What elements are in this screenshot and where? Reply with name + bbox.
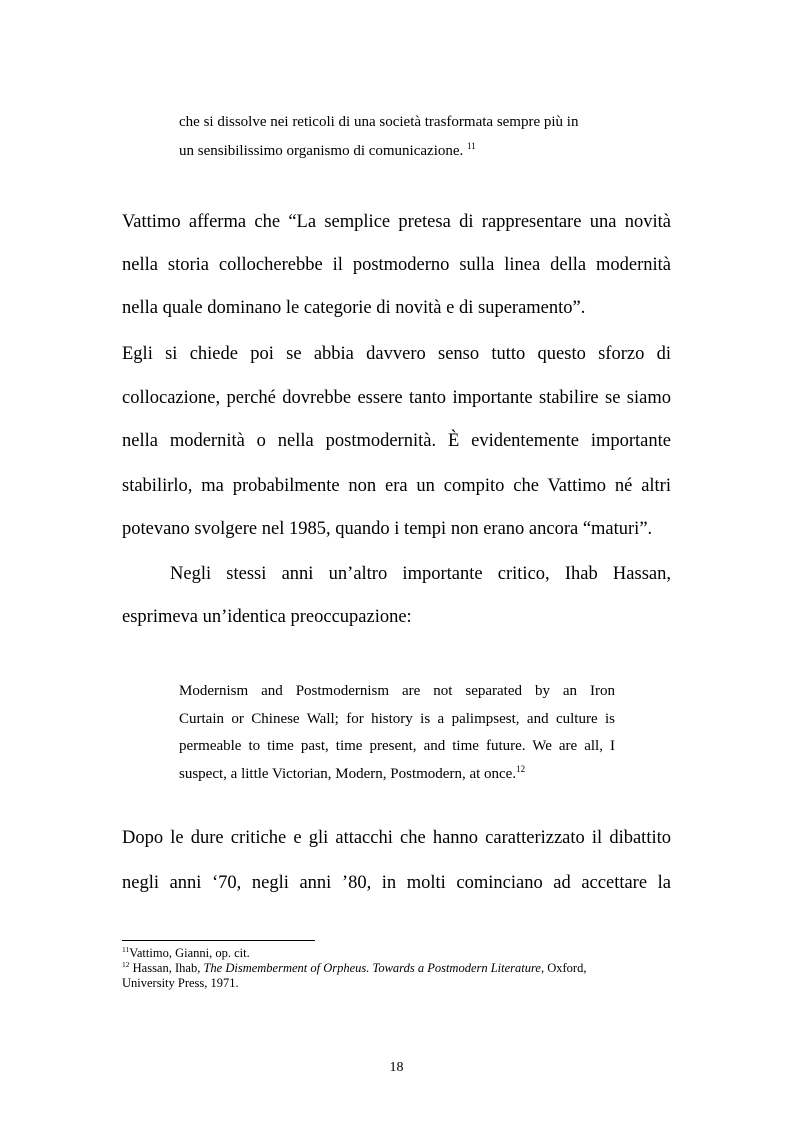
- paragraph-line: potevano svolgere nel 1985, quando i tempi non erano ancora “maturi”.: [122, 519, 653, 539]
- paragraph-line: Dopo le dure critiche e gli attacchi che hanno caratterizzato il dibattito: [122, 828, 671, 848]
- quote-line: Modernism and Postmodernism are not separated by an Iron: [179, 683, 615, 699]
- footnote-12-continued: University Press, 1971.: [122, 976, 239, 990]
- footnote-11: $^{11}$Vattimo, Gianni, op. cit.: [122, 944, 250, 960]
- paragraph-line: Negli stessi anni un’altro importante critico, Ihab Hassan,: [170, 564, 671, 584]
- page-number: 18: [389, 1060, 404, 1075]
- footnote-rule: [122, 940, 315, 941]
- footnote-ref[interactable]: 11: [467, 141, 476, 151]
- quote-line: permeable to time past, time present, and time future. We are all, I: [179, 738, 615, 754]
- footnote-12: $^{12}$ Hassan, Ihab, The Dismemberment of Orpheus. Towards a Postmodern Literature, Oxford,: [122, 959, 587, 975]
- paragraph-line: collocazione, perché dovrebbe essere tanto importante stabilire se siamo: [122, 388, 671, 408]
- quote-line: suspect, a little Victorian, Modern, Postmodern, at once.$^{12}$: [179, 764, 526, 782]
- paragraph-line: nella storia collocherebbe il postmoderno sulla linea della modernità: [122, 255, 671, 275]
- paragraph-line: nella modernità o nella postmodernità. È evidentemente importante: [122, 431, 671, 451]
- paragraph-line: stabilirlo, ma probabilmente non era un compito che Vattimo né altri: [122, 476, 671, 496]
- paragraph-line: esprimeva un’identica preoccupazione:: [122, 607, 412, 627]
- quote-line: un sensibilissimo organismo di comunicazione. $^{11}$: [179, 141, 476, 159]
- quote-line: Curtain or Chinese Wall; for history is a palimpsest, and culture is: [179, 711, 615, 727]
- paragraph-line: negli anni ‘70, negli anni ’80, in molti cominciano ad accettare la: [122, 873, 671, 893]
- footnotes: [122, 946, 671, 991]
- paragraph-line: Vattimo afferma che “La semplice pretesa di rappresentare una novità: [122, 212, 671, 232]
- quote-line: che si dissolve nei reticoli di una società trasformata sempre più in: [179, 114, 579, 130]
- paragraph-line: Egli si chiede poi se abbia davvero senso tutto questo sforzo di: [122, 344, 671, 364]
- paragraph-line: nella quale dominano le categorie di novità e di superamento”.: [122, 298, 586, 318]
- footnote-ref[interactable]: 12: [516, 764, 526, 774]
